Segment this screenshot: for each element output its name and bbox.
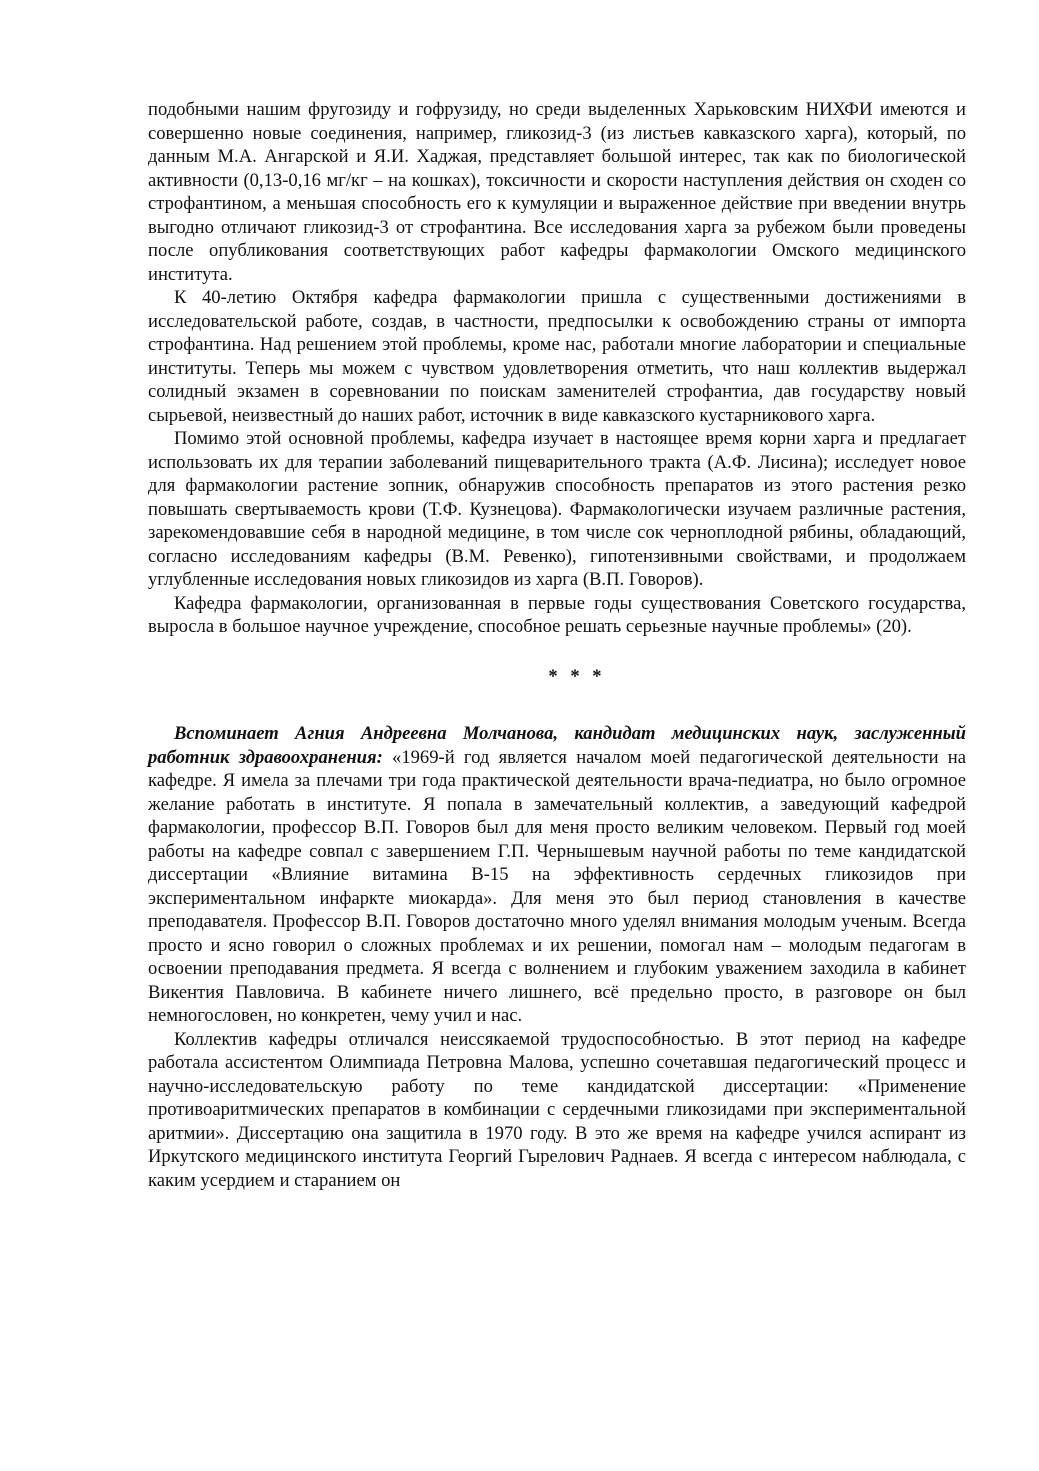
paragraph-2: К 40-летию Октября кафедра фармакологии пришла с существенными достижениями в исследовательской работе, создав, в частности, предпосылки к освобождению страны от импорта строфантина. Над решением этой проблемы, кроме нас, работали многие лаборатории и специальные институты. Теперь мы можем с чувством удовлетворения отметить, что наш коллектив выдержал солидный экзамен в соревновании по поискам заменителей строфантиа, дав государству новый сырьевой, неизвестный до наших работ, источник в виде кавказского кустарникового харга. (148, 287, 966, 426)
section-separator: * * * (548, 665, 606, 687)
paragraph-4: Кафедра фармакологии, организованная в первые годы существования Советского государства, выросла в большое научное учреждение, способное решать серьезные научные проблемы» (20). (148, 592, 966, 637)
memoir-text: «1969-й год является началом моей педагогической деятельности на кафедре. Я имела за плечами три года практической деятельности врача-педиатра, но было огромное желание работать в институте. Я попала в замечательный коллектив, а заведующий кафедрой фармакологии, профессор В.П. Говоров был для меня просто великим человеком. Первый год моей работы на кафедре совпал с завершением Г.П. Чернышевым научной работы по теме кандидатской диссертации «Влияние витамина В-15 на эффективность сердечных гликозидов при экспериментальном инфаркте миокарда». Для меня это был период становления в качестве преподавателя. Профессор В.П. Говоров достаточно много уделял внимания молодым ученым. Всегда просто и ясно говорил о сложных проблемах и их решении, помогал нам – молодым педагогам в освоении преподавания предмета. Я всегда с волнением и глубоким уважением заходила в кабинет Викентия Павловича. В кабинете ничего лишнего, всё предельно просто, в разговоре он был немногословен, но конкретен, чему учил и нас. (148, 746, 966, 1026)
memoir-paragraph (148, 722, 966, 1028)
paragraph-3: Помимо этой основной проблемы, кафедра изучает в настоящее время корни харга и предлагает использовать их для терапии заболеваний пищеварительного тракта (А.Ф. Лисина); исследует новое для фармакологии растение зопник, обнаружив способность препаратов из этого растения резко повышать свертываемость крови (Т.Ф. Кузнецова). Фармакологически изучаем различные растения, зарекомендовавшие себя в народной медицине, в том числе сок черноплодной рябины, обладающий, согласно исследованиям кафедры (В.М. Ревенко), гипотензивными свойствами, и продолжаем углубленные исследования новых гликозидов из харга (В.П. Говоров). (148, 428, 966, 590)
paragraph-6: Коллектив кафедры отличался неиссякаемой трудоспособностью. В этот период на кафедре работала ассистентом Олимпиада Петровна Малова, успешно сочетавшая педагогический процесс и научно-исследовательскую работу по теме кандидатской диссертации: «Применение противоаритмических препаратов в комбинации с сердечными гликозидами при экспериментальной аритмии». Диссертацию она защитила в 1970 году. В это же время на кафедре учился аспирант из Иркутского медицинского института Георгий Гырелович Раднаев. Я всегда с интересом наблюдала, с каким усердием и старанием он (148, 1028, 966, 1191)
memoir-lead: Вспоминает Агния Андреевна Молчанова, кандидат медицинских наук, заслуженный работник здравоохранения: (148, 723, 966, 768)
document-page (148, 98, 966, 1192)
paragraph-1: подобными нашим фругозиду и гофрузиду, но среди выделенных Харьковским НИХФИ имеются и совершенно новые соединения, например, гликозид-3 (из листьев кавказского харга), который, по данным М.А. Ангарской и Я.И. Хаджая, представляет большой интерес, так как по биологической активности (0,13-0,16 мг/кг – на кошках), токсичности и скорости наступления действия он сходен со строфантином, а меньшая способность его к кумуляции и выраженное действие при введении внутрь выгодно отличают гликозид-3 от строфантина. Все исследования харга за рубежом были проведены после опубликования соответствующих работ кафедры фармакологии Омского медицинского института. (148, 99, 966, 285)
